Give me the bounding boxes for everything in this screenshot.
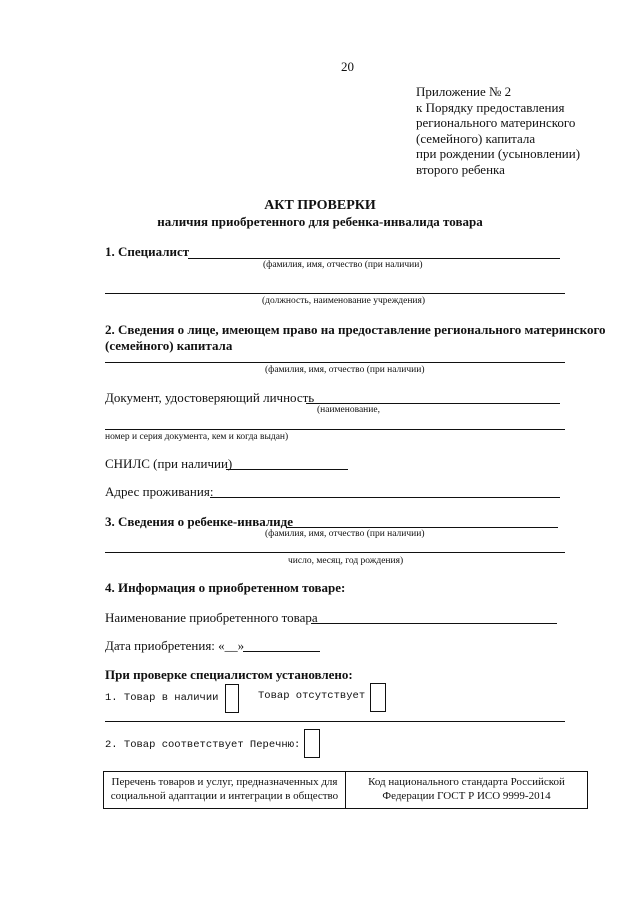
item-absent-checkbox[interactable] [370, 683, 386, 712]
item-absent-label: Товар отсутствует [258, 690, 366, 702]
page-number: 20 [341, 59, 354, 74]
item-present-checkbox[interactable] [225, 684, 239, 713]
doc-label: Документ, удостоверяющий личность [105, 390, 315, 405]
address-field[interactable] [210, 497, 560, 498]
child-name-field[interactable] [286, 527, 558, 528]
snils-label: СНИЛС (при наличии) [105, 456, 233, 471]
appendix-line: второго ребенка [416, 161, 505, 177]
section2-label-line1: 2. Сведения о лице, имеющем право на предоставление регионального материнского [105, 322, 606, 337]
doc-details-field[interactable] [105, 429, 565, 430]
appendix-line: (семейного) капитала [416, 130, 536, 146]
item-matches-checkbox[interactable] [304, 729, 320, 758]
check-label: При проверке специалистом установлено: [105, 667, 353, 682]
appendix-line: регионального материнского [416, 115, 576, 130]
section2-name-caption: (фамилия, имя, отчество (при наличии) [265, 365, 425, 375]
table-right-cell: Код национального стандарта Российской Федерации ГОСТ Р ИСО 9999-2014 [345, 771, 588, 809]
appendix-line: к Порядку предоставления [416, 99, 565, 115]
item-matches-label: 2. Товар соответствует Перечню: [105, 739, 301, 751]
section1-label: 1. Специалист [105, 244, 190, 259]
item-present-label: 1. Товар в наличии [105, 692, 219, 704]
doc-name-field[interactable] [306, 403, 560, 404]
section1-name-caption: (фамилия, имя, отчество (при наличии) [263, 260, 423, 270]
specialist-name-field[interactable] [188, 258, 560, 259]
snils-field[interactable] [226, 469, 348, 470]
appendix-block [416, 84, 580, 177]
child-birth-field[interactable] [105, 552, 565, 553]
appendix-line: Приложение № 2 [416, 84, 512, 99]
section3-name-caption: (фамилия, имя, отчество (при наличии) [265, 529, 425, 539]
section2-label-line2: (семейного) капитала [105, 338, 233, 353]
item-name-label: Наименование приобретенного товара [105, 610, 318, 625]
document-title: АКТ ПРОВЕРКИ [264, 198, 376, 213]
address-label: Адрес проживания: [105, 484, 214, 499]
specialist-position-field[interactable] [105, 293, 565, 294]
section4-label: 4. Информация о приобретенном товаре: [105, 580, 346, 595]
check-notes-field[interactable] [105, 721, 565, 722]
document-subtitle: наличия приобретенного для ребенка-инвалида товара [157, 214, 483, 229]
purchase-date-field[interactable] [243, 651, 320, 652]
item-name-field[interactable] [311, 623, 557, 624]
holder-name-field[interactable] [105, 362, 565, 363]
purchase-date-label: Дата приобретения: «__» [105, 638, 245, 653]
table-left-cell: Перечень товаров и услуг, предназначенных для социальной адаптации и интеграции в общество [103, 771, 346, 809]
section3-label: 3. Сведения о ребенке-инвалиде [105, 514, 293, 529]
section3-birth-caption: число, месяц, год рождения) [288, 556, 404, 566]
appendix-line: при рождении (усыновлении) [416, 146, 581, 161]
doc-caption2: номер и серия документа, кем и когда выдан) [105, 432, 289, 442]
doc-caption: (наименование, [317, 405, 380, 415]
section1-position-caption: (должность, наименование учреждения) [262, 296, 426, 306]
